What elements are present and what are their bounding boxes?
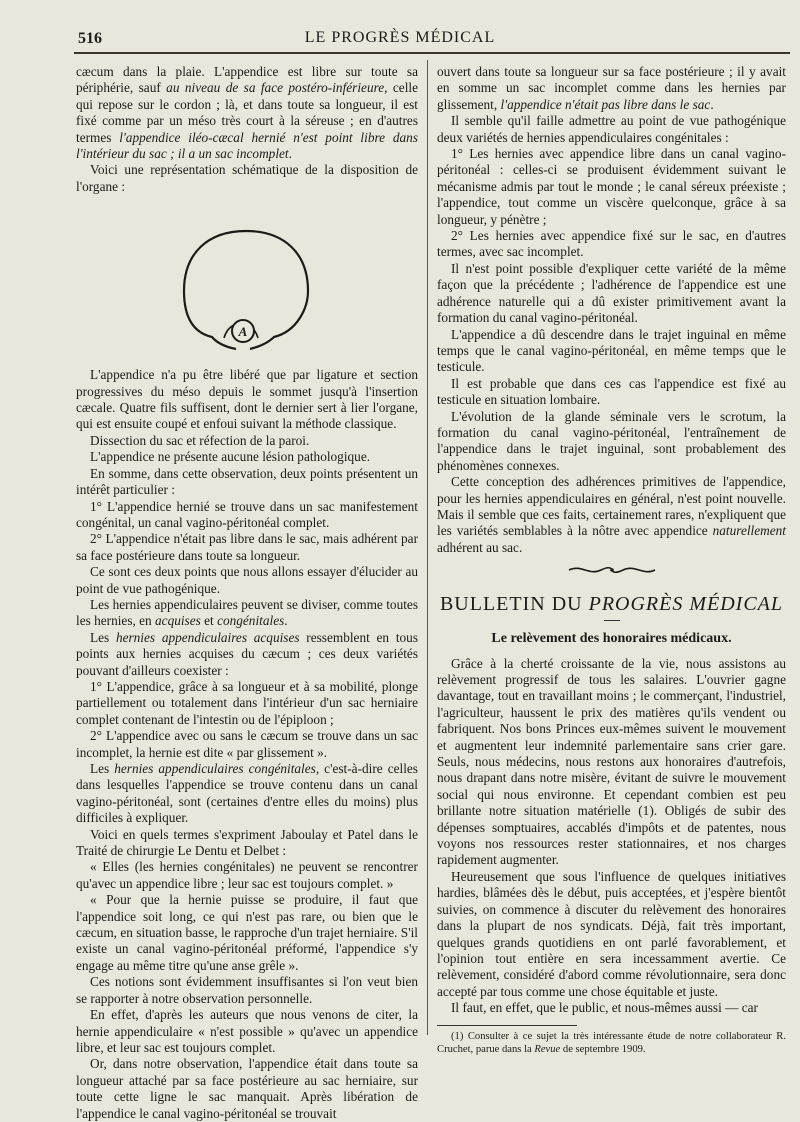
paragraph: Voici une représentation schématique de la disposition de l'organe : [76,162,418,194]
paragraph: « Elles (les hernies congénitales) ne peuvent se rencontrer qu'avec un appendice libre ; leur sac est toujours complet. » [76,859,418,891]
paragraph: cæcum dans la plaie. L'appendice est libre sur toute sa périphérie, sauf au niveau de sa face postéro-inférieure, celle qui repose sur le cordon ; là, et dans toute sa longueur, il est fixé comme par un méso très court à la séreuse ; en d'autres termes l'appendice iléo-cæcal hernié n'est point libre dans l'intérieur du sac ; il a un sac incomplet. [76,64,418,162]
paragraph: L'appendice a dû descendre dans le trajet inguinal en même temps que le canal vagino-péritonéal, en même temps que le testicule. [437,326,786,375]
title-rule [604,620,620,621]
paragraph: Grâce à la cherté croissante de la vie, nous assistons au relèvement progressif de tous les salaires. L'ouvrier gagne davantage, tout en travaillant moins ; le commerçant, l'industriel, l'agriculteur, haussent le prix des matières qu'ils vendent ou fabriquent. Nos bons Princes eux-mêmes suivent le mouvement et augmentent leur indemnité parlementaire sans crier gare. Seuls, nous médecins, nous restons aux honoraires d'autrefois, nous drapant dans notre misère, évitant de suivre le mouvement social qui nous environne. Et cependant combien est peu brillante notre situation matérielle (1). Obligés de subir des dépenses somptuaires, accablés d'impôts et de patentes, nous voyons nos ressources rester stationnaires, et nos charges rapidement augmenter. [437,655,786,868]
page-header [0,0,800,52]
section-ornament [437,562,786,584]
header-rule [74,52,790,54]
paragraph: 1° Les hernies avec appendice libre dans un canal vagino-péritonéal : celles-ci se produisent évidemment suivant le mécanisme admis par tout le monde ; le canal séreux préexiste ; l'appendice, tout comme un viscère quelconque, grâce à sa longueur, y pénètre ; [437,146,786,227]
running-head: LE PROGRÈS MÉDICAL [304,29,496,46]
paragraph: Les hernies appendiculaires acquises ressemblent en tous points aux hernies acquises du cæcum ; ces deux variétés pouvant d'ailleurs coexister : [76,629,418,678]
paragraph: 1° L'appendice hernié se trouve dans un sac manifestement congénital, un canal vagino-péritonéal complet. [76,498,418,530]
page-number: 516 [78,30,102,47]
appendix-schematic-figure [76,195,418,367]
bulletin-title: BULLETIN DU PROGRÈS MÉDICAL [439,593,784,616]
paragraph: Heureusement que sous l'influence de quelques initiatives hardies, blâmées dès le début, puis acceptées, et j'espère bientôt suivies, on commence à discuter du relèvement des honoraires dans la plupart de nos syndicats. Déjà, fait très important, quelques grands quotidiens en ont parlé favorablement, et l'opinion tout entière en sera incessamment avertie. Ce relèvement, considéré d'abord comme révolutionnaire, sera donc accepté par tous comme une chose équitable et juste. [437,868,786,999]
paragraph: « Pour que la hernie puisse se produire, il faut que l'appendice soit long, ce qui n'est pas rare, ou bien que le cæcum, en situation basse, le rapproche d'un trajet herniaire. S'il existe un canal vagino-péritonéal préformé, l'appendice s'y engage au même titre qu'une anse grêle ». [76,892,418,973]
ornament-flourish-icon [567,562,657,578]
paragraph: Or, dans notre observation, l'appendice était dans toute sa longueur attaché par sa face postérieure au sac herniaire, sur toute cette ligne le sac manquait. Après libération de l'appendice le canal vagino-péritonéal se trouvait [76,1056,418,1121]
paragraph: En effet, d'après les auteurs que nous venons de citer, la hernie appendiculaire « n'est possible » qu'avec un appendice libre, et leur sac est toujours complet. [76,1007,418,1055]
paragraph: Dissection du sac et réfection de la paroi. [90,432,310,448]
paragraph: En somme, dans cette observation, deux points présentent un intérêt particulier : [76,465,418,498]
paragraph: Voici en quels termes s'expriment Jaboulay et Patel dans le Traité de chirurgie Le Dentu et Delbet : [76,826,418,859]
paragraph: Il semble qu'il faille admettre au point de vue pathogénique deux variétés de hernies appendiculaires congénitales : [437,113,786,145]
appendix-schematic-drawing [76,195,418,367]
paragraph: Il est probable que dans ces cas l'appendice est fixé au testicule en situation lombaire. [437,375,786,408]
paragraph: 2° L'appendice avec ou sans le cæcum se trouve dans un sac incomplet, la hernie est dite « par glissement ». [76,728,418,760]
paragraph: Les hernies appendiculaires congénitales, c'est-à-dire celles dans lesquelles l'appendice se trouve contenu dans un canal vagino-péritonéal, sont (certaines d'entre elles du moins) plus difficiles à expliquer. [76,761,418,826]
section-title: Le relèvement des honoraires médicaux. [491,631,732,647]
paragraph: Ce sont ces deux points que nous allons essayer d'élucider au point de vue pathogénique. [76,564,418,596]
paragraph: 2° L'appendice n'était pas libre dans le sac, mais adhérent par sa face postérieure dans toute sa longueur. [76,531,418,563]
paragraph: L'appendice n'a pu être libéré que par ligature et section progressives du méso depuis le sommet jusqu'à l'insertion cæcale. Quatre fils suffisent, dont le dernier sert à lier l'organe, qui est ensuite coupé et enfoui suivant la méthode classique. [76,367,418,432]
paragraph: 1° L'appendice, grâce à sa longueur et à sa mobilité, plonge partiellement ou totalement dans l'intérieur d'un sac herniaire complet contenant de l'intestin ou de l'épiploon ; [76,678,418,727]
paragraph: L'évolution de la glande séminale vers le scrotum, la formation du canal vagino-péritonéal, l'entraînement de l'appendice dans le trajet inguinal, sont probablement des phénomènes connexes. [437,408,786,473]
left-column [76,64,418,1122]
footnote: (1) Consulter à ce sujet la très intéressante étude de notre collaborateur R. Cruchet, parue dans la Revue de septembre 1909. [437,1030,786,1055]
footnote-rule [437,1025,577,1026]
paragraph: Cette conception des adhérences primitives de l'appendice, pour les hernies appendiculaires en général, n'est point nouvelle. Mais il semble que ces faits, certainement rares, n'expliquent que les variétés semblables à la nôtre avec appendice naturellement adhérent au sac. [437,474,786,555]
paragraph: ouvert dans toute sa longueur sur sa face postérieure ; il y avait en somme un sac incomplet comme dans les hernies par glissement, l'appendice n'était pas libre dans le sac. [437,64,786,112]
right-column [437,64,786,1056]
paragraph: L'appendice ne présente aucune lésion pathologique. [90,449,371,465]
paragraph: Ces notions sont évidemment insuffisantes si l'on veut bien se rapporter à notre observation personnelle. [76,974,418,1006]
column-divider [427,60,428,1035]
paragraph: 2° Les hernies avec appendice fixé sur le sac, en d'autres termes, avec sac incomplet. [437,228,786,260]
paragraph: Les hernies appendiculaires peuvent se diviser, comme toutes les hernies, en acquises et congénitales. [76,596,418,629]
figure-label-a: A [238,324,248,340]
paragraph: Il faut, en effet, que le public, et nous-mêmes aussi — car [451,1000,758,1016]
paragraph: Il n'est point possible d'expliquer cette variété de la même façon que la précédente ; l'adhérence de l'appendice est une adhérence naturelle qui a dû exister primitivement avant la formation du canal vagino-péritonéal. [437,260,786,326]
